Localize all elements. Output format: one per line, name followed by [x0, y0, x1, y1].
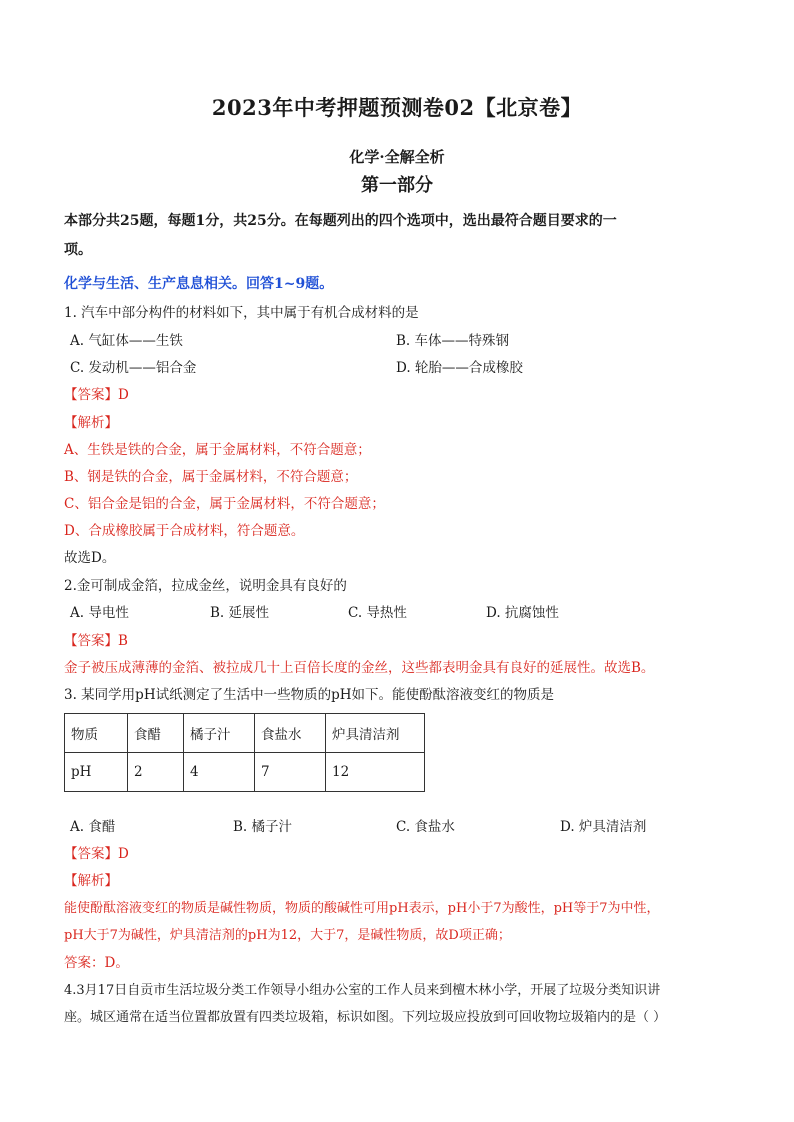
table-cell: 炉具清洁剂: [326, 714, 425, 753]
q1-conclusion: 故选D。: [64, 550, 116, 566]
q3-answer: 【答案】D: [64, 846, 129, 862]
q3-option-b: B. 橘子汁: [233, 819, 293, 835]
table-cell: 食醋: [128, 714, 184, 753]
q4-stem-line-2: 座。城区通常在适当位置都放置有四类垃圾箱，标识如图。下列垃圾应投放到可回收物垃圾箱内的是（ ）: [64, 1010, 667, 1025]
q3-analysis-line-2: pH大于7为碱性，炉具清洁剂的pH为12，大于7，是碱性物质，故D项正确；: [64, 928, 511, 943]
table-cell: 4: [184, 753, 255, 792]
table-cell: 橘子汁: [184, 714, 255, 753]
q2-answer: 【答案】B: [64, 633, 128, 649]
q1-analysis-b: B、钢是铁的合金，属于金属材料，不符合题意；: [64, 469, 358, 485]
q2-stem: 2.金可制成金箔，拉成金丝，说明金具有良好的: [64, 578, 347, 594]
page-subtitle: 化学·全解全析: [349, 148, 445, 166]
q1-analysis-label: 【解析】: [64, 415, 118, 431]
ph-table: [64, 713, 425, 792]
table-cell: pH: [65, 753, 128, 792]
q1-stem: 1. 汽车中部分构件的材料如下，其中属于有机合成材料的是: [64, 305, 419, 321]
table-row: [65, 714, 425, 753]
q2-option-c: C. 导热性: [348, 605, 407, 621]
q1-answer: 【答案】D: [64, 387, 129, 403]
q3-option-a: A. 食醋: [70, 819, 116, 835]
q1-analysis-d: D、合成橡胶属于合成材料，符合题意。: [64, 523, 305, 539]
table-row: [65, 753, 425, 792]
intro-text-line-2: 项。: [64, 242, 92, 258]
intro-text-line-1: 本部分共25题，每题1分，共25分。在每题列出的四个选项中，选出最符合题目要求的一: [64, 213, 617, 229]
q1-option-d: D. 轮胎——合成橡胶: [396, 360, 523, 376]
q1-option-a: A. 气缸体——生铁: [70, 333, 183, 349]
q1-analysis-a: A、生铁是铁的合金，属于金属材料，不符合题意；: [64, 442, 371, 458]
page-title: 2023年中考押题预测卷02【北京卷】: [211, 95, 583, 120]
table-cell: 物质: [65, 714, 128, 753]
q2-analysis: 金子被压成薄薄的金箔、被拉成几十上百倍长度的金丝，这些都表明金具有良好的延展性。故选B。: [64, 660, 655, 676]
q3-option-c: C. 食盐水: [396, 819, 455, 835]
section-heading: 第一部分: [361, 175, 433, 196]
q3-analysis-line-1: 能使酚酞溶液变红的物质是碱性物质，物质的酸碱性可用pH表示，pH小于7为酸性，pH等于7为中性，: [64, 901, 660, 916]
q3-conclusion: 答案：D。: [64, 955, 129, 971]
q3-option-d: D. 炉具清洁剂: [560, 819, 647, 835]
q4-stem-line-1: 4.3月17日自贡市生活垃圾分类工作领导小组办公室的工作人员来到檀木林小学，开展了垃圾分类知识讲: [64, 983, 661, 998]
table-cell: 12: [326, 753, 425, 792]
q3-stem: 3. 某同学用pH试纸测定了生活中一些物质的pH如下。能使酚酞溶液变红的物质是: [64, 687, 555, 703]
q3-analysis-label: 【解析】: [64, 873, 118, 889]
q1-analysis-c: C、铝合金是铝的合金，属于金属材料，不符合题意；: [64, 496, 385, 512]
table-cell: 2: [128, 753, 184, 792]
q2-option-a: A. 导电性: [70, 605, 129, 621]
q2-option-b: B. 延展性: [210, 605, 270, 621]
table-cell: 食盐水: [255, 714, 326, 753]
q1-option-b: B. 车体——特殊钢: [396, 333, 510, 349]
group-heading: 化学与生活、生产息息相关。回答1~9题。: [64, 276, 334, 292]
table-cell: 7: [255, 753, 326, 792]
q2-option-d: D. 抗腐蚀性: [486, 605, 559, 621]
q1-option-c: C. 发动机——铝合金: [70, 360, 197, 376]
